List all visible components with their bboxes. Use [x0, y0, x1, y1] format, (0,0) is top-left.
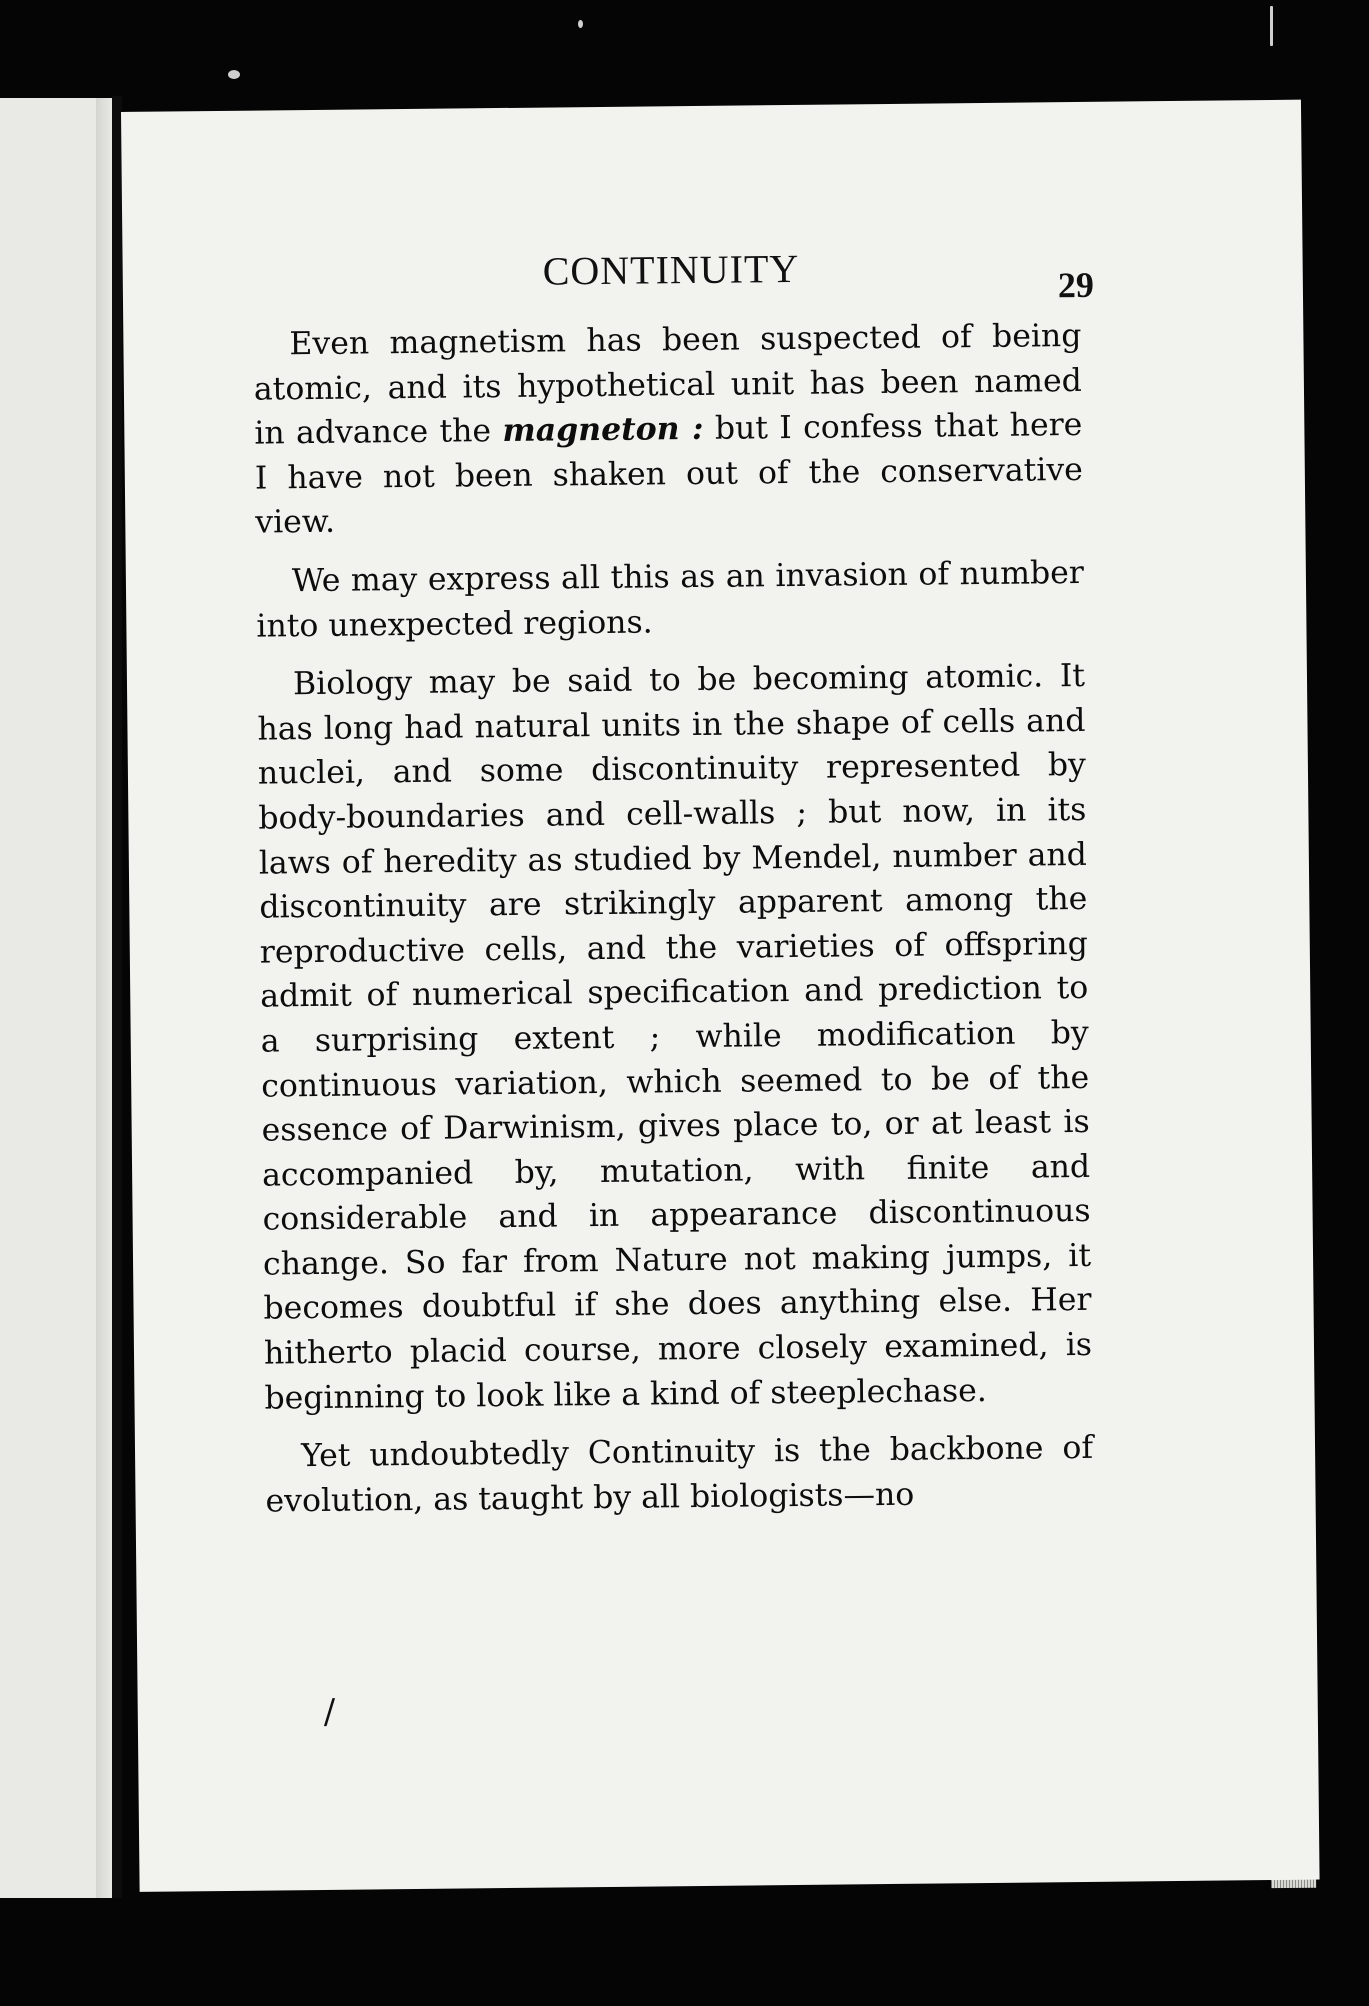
paragraph: Yet undoubtedly Continuity is the backbone of evolution, as taught by all biologists—no [265, 1430, 1094, 1520]
running-head: CONTINUITY [542, 245, 800, 294]
book-page [121, 100, 1320, 1892]
page-number: 29 [1057, 264, 1095, 306]
body-text [253, 314, 1094, 1524]
paragraph: We may express all this as an invasion of number into unexpected regions. [256, 554, 1085, 645]
margin-pencil-mark: / [323, 1691, 336, 1732]
scan-speck [578, 20, 583, 28]
emphasized-term: magneton : [502, 410, 704, 450]
paragraph-text: Even magnetism has been suspected of being atomic, and its hypothetical unit has been named in advance the [253, 317, 1083, 452]
scan-speck [228, 70, 240, 79]
paragraph-text: but I confess that here I have not been shaken out of the conservative view. [254, 407, 1083, 541]
paragraph: Biology may be said to be becoming atomic. It has long had natural units in the shape of cells and nuclei, and some discontinuity represented by body-boundaries and cell-walls ; but now, in its laws of heredity as studied by Mendel, number and discontinuity are strikingly apparent among the reproductive cells, and the varieties of offspring admit of numerical specification and prediction to a surprising extent ; while modification by continuous variation, which seemed to be of the essence of Darwinism, gives place to, or at least is accompanied by, mutation, with finite and considerable and in appearance discontinuous change. So far from Nature not making jumps, it becomes doubtful if she does anything else. Her hitherto placid course, more closely examined, is beginning to look like a kind of steeplechase. [257, 658, 1093, 1417]
page-header [122, 240, 1303, 312]
book-gutter [112, 96, 122, 1898]
scan-speck [1270, 6, 1273, 46]
paragraph [253, 314, 1083, 546]
